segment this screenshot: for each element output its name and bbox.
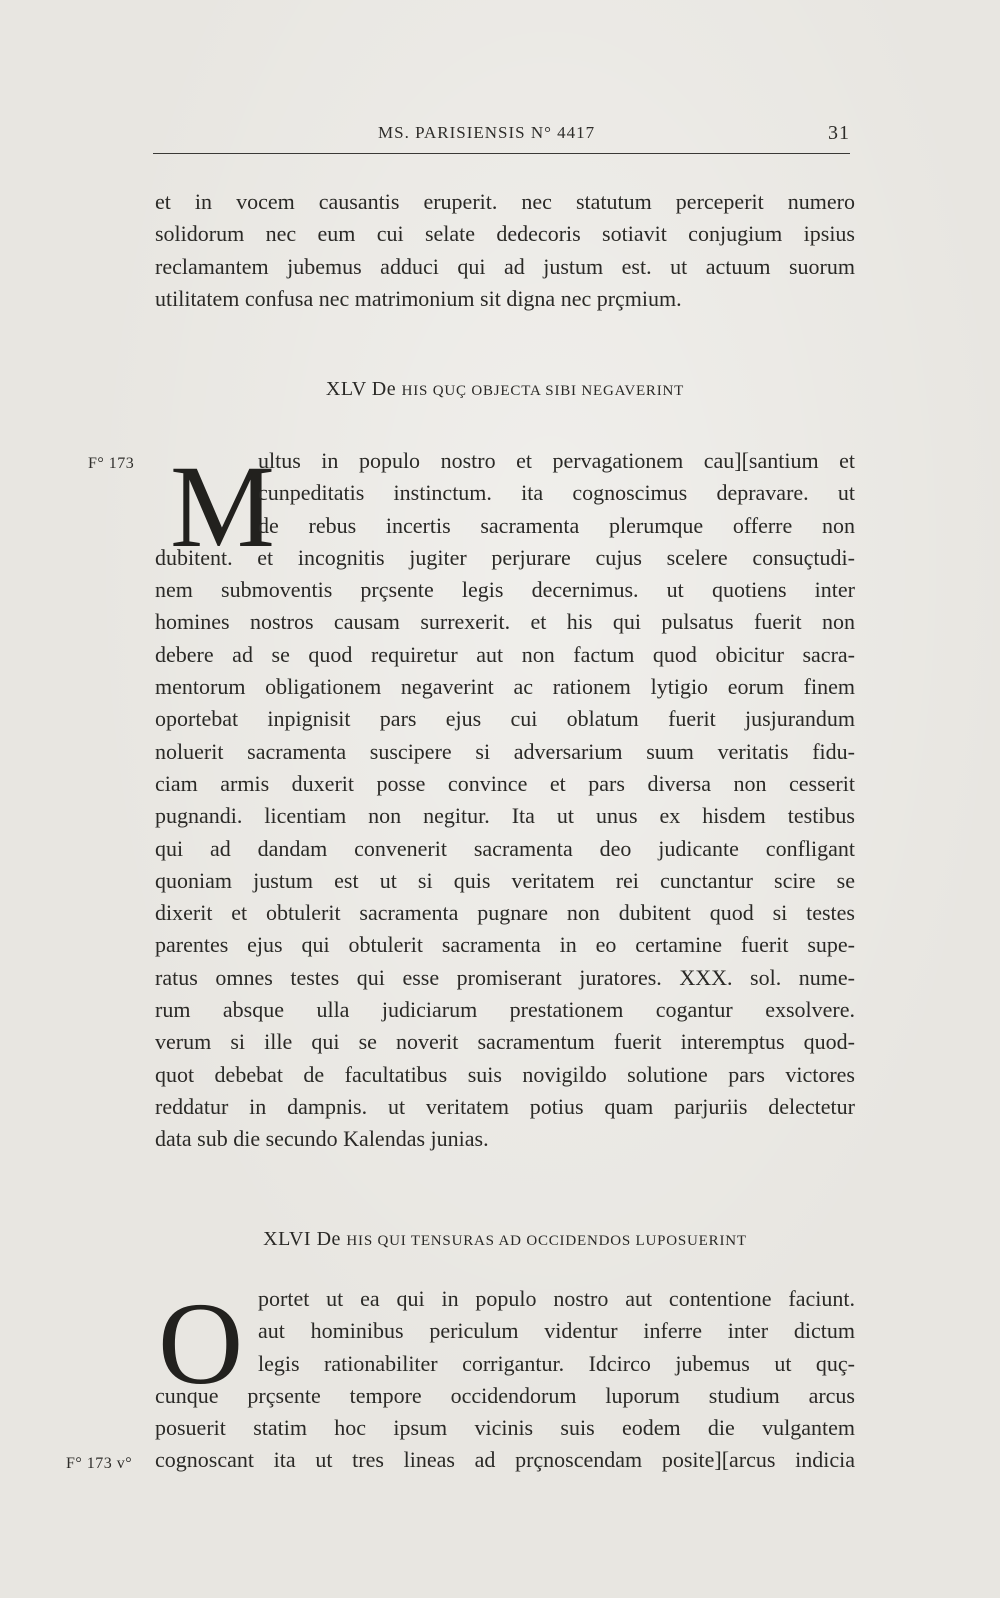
chapter-title-initial: De bbox=[316, 1228, 341, 1250]
text-line: dubitent. et incognitis jugiter perjurare cujus scelere consuçtudi- bbox=[155, 544, 855, 570]
chapter-number: XLVI bbox=[263, 1228, 312, 1250]
paragraph-continuation bbox=[155, 186, 855, 315]
page-number: 31 bbox=[828, 122, 850, 144]
margin-folio-note: F° 173 bbox=[88, 455, 135, 472]
margin-folio-note: F° 173 v° bbox=[66, 1455, 133, 1472]
text-line: et in vocem causantis eruperit. nec statutum perceperit numero bbox=[155, 189, 855, 214]
chapter-heading-xlv bbox=[150, 378, 860, 401]
chapter-number: XLV bbox=[325, 378, 367, 400]
running-title: MS. PARISIENSIS N° 4417 bbox=[378, 123, 596, 142]
text-line: dixerit et obtulerit sacramenta pugnare non dubitent quod si testes bbox=[155, 900, 855, 926]
text-line: parentes ejus qui obtulerit sacramenta in eo certamine fuerit supe- bbox=[155, 932, 855, 958]
text-line: utilitatem confusa nec matrimonium sit digna nec prçmium. bbox=[155, 285, 682, 311]
text-line: solidorum nec eum cui selate dedecoris sotiavit conjugium ipsius bbox=[155, 221, 855, 247]
text-line: portet ut ea qui in populo nostro aut contentione faciunt. bbox=[258, 1286, 855, 1311]
text-line: quoniam justum est ut si quis veritatem rei cunctantur scire se bbox=[155, 867, 855, 893]
text-line: quot debebat de facultatibus suis novigildo solutione pars victores bbox=[155, 1061, 855, 1087]
chapter-xlvi-text bbox=[155, 1278, 855, 1477]
text-line: rum absque ulla judiciarum prestationem cogantur exsolvere. bbox=[155, 997, 855, 1023]
text-line: data sub die secundo Kalendas junias. bbox=[155, 1126, 489, 1152]
text-line: oportebat inpignisit pars ejus cui oblatum fuerit jusjurandum bbox=[155, 706, 855, 732]
text-line: qui ad dandam convenerit sacramenta deo judicante confligant bbox=[155, 835, 855, 861]
text-line: reddatur in dampnis. ut veritatem potius quam parjuriis delectetur bbox=[155, 1093, 855, 1119]
text-line: ciam armis duxerit posse convince et pars diversa non cesserit bbox=[155, 770, 855, 796]
text-line: debere ad se quod requiretur aut non factum quod obicitur sacra- bbox=[155, 641, 855, 667]
drop-cap: O bbox=[158, 1278, 244, 1409]
text-line: reclamantem jubemus adduci qui ad justum est. ut actuum suorum bbox=[155, 253, 855, 279]
text-line: de rebus incertis sacramenta plerumque offerre non bbox=[258, 512, 855, 538]
text-line: homines nostros causam surrexerit. et his qui pulsatus fuerit non bbox=[155, 609, 855, 635]
text-line: nem submoventis prçsente legis decernimus. ut quotiens inter bbox=[155, 577, 855, 603]
chapter-xlv-text bbox=[155, 441, 855, 1156]
drop-cap: M bbox=[170, 441, 275, 572]
text-line: pugnandi. licentiam non negitur. Ita ut unus ex hisdem testibus bbox=[155, 803, 855, 829]
text-line: posuerit statim hoc ipsum vicinis suis eodem die vulgantem bbox=[155, 1415, 855, 1441]
text-line: legis rationabiliter corrigantur. Idcirco jubemus ut quç- bbox=[258, 1350, 855, 1376]
chapter-title-initial: De bbox=[371, 378, 397, 400]
running-head bbox=[153, 120, 850, 150]
text-line: cunpeditatis instinctum. ita cognoscimus depravare. ut bbox=[258, 480, 855, 506]
text-line: aut hominibus periculum videntur inferre inter dictum bbox=[258, 1318, 855, 1344]
text-line: cunque prçsente tempore occidendorum luporum studium arcus bbox=[155, 1382, 855, 1408]
chapter-heading-xlvi bbox=[150, 1228, 860, 1251]
header-rule bbox=[153, 153, 850, 154]
chapter-title: HIS QUÇ OBJECTA SIBI NEGAVERINT bbox=[401, 383, 685, 399]
chapter-title: HIS QUI TENSURAS AD OCCIDENDOS LUPOSUERINT bbox=[346, 1233, 747, 1249]
text-line: verum si ille qui se noverit sacramentum fuerit interemptus quod- bbox=[155, 1029, 855, 1055]
text-line: noluerit sacramenta suscipere si adversarium suum veritatis fidu- bbox=[155, 738, 855, 764]
text-line: ratus omnes testes qui esse promiserant juratores. XXX. sol. nume- bbox=[155, 964, 855, 990]
text-line: ultus in populo nostro et pervagationem cau][santium et bbox=[258, 448, 855, 473]
text-line: mentorum obligationem negaverint ac rationem lytigio eorum finem bbox=[155, 674, 855, 700]
text-line: cognoscant ita ut tres lineas ad prçnoscendam posite][arcus indicia bbox=[155, 1447, 855, 1473]
